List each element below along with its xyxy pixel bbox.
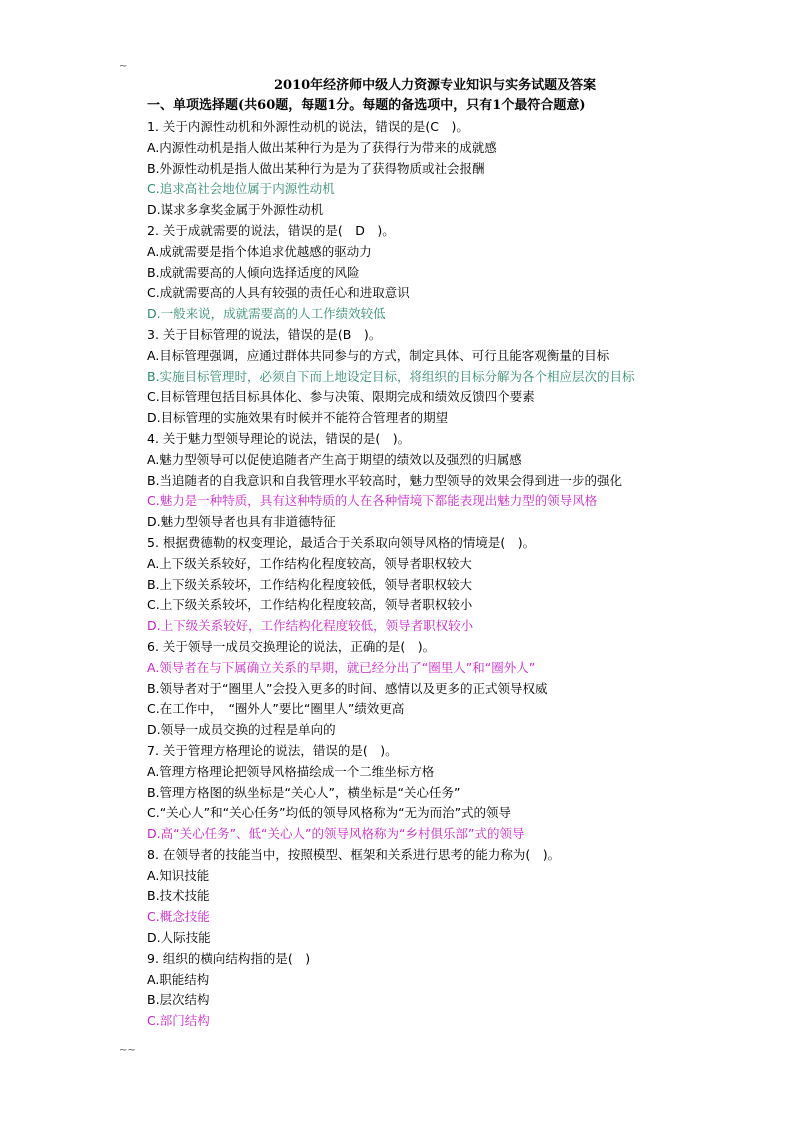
answer-option: A.管理方格理论把领导风格描绘成一个二维坐标方格	[147, 763, 435, 779]
answer-option: B.成就需要高的人倾向选择适度的风险	[147, 264, 360, 280]
question-stem: 1. 关于内源性动机和外源性动机的说法，错误的是(C )。	[147, 119, 469, 134]
document-title: 2010年经济师中级人力资源专业知识与实务试题及答案	[274, 78, 597, 93]
question-list	[147, 117, 747, 1032]
question-stem: 2. 关于成就需要的说法，错误的是( D )。	[147, 222, 395, 238]
section-heading: 一、单项选择题(共60题，每题1分。每题的备选项中，只有1个最符合题意)	[147, 98, 586, 113]
answer-option: A.上下级关系较好，工作结构化程度较高，领导者职权较大	[147, 555, 472, 571]
answer-option: A.职能结构	[147, 971, 210, 987]
answer-option: D.人际技能	[147, 930, 211, 946]
answer-option: C.成就需要高的人具有较强的责任心和进取意识	[147, 285, 410, 301]
answer-option: C.“关心人”和“关心任务”均低的领导风格称为“无为而治”式的领导	[147, 805, 512, 821]
answer-option: B.实施目标管理时，必须自下而上地设定目标，将组织的目标分解为各个相应层次的目标	[147, 368, 635, 384]
question-stem: 8. 在领导者的技能当中，按照模型、框架和关系进行思考的能力称为( )。	[147, 846, 561, 862]
answer-option: A.内源性动机是指人做出某种行为是为了获得行为带来的成就感	[147, 139, 497, 155]
top-mark: ~	[119, 61, 128, 72]
answer-option: C.在工作中， “圈外人”要比“圈里人”绩效更高	[147, 701, 405, 717]
answer-option: C.魅力是一种特质，具有这种特质的人在各种情境下都能表现出魅力型的领导风格	[147, 493, 598, 509]
answer-option: B.层次结构	[147, 992, 210, 1008]
answer-option: D.谋求多拿奖金属于外源性动机	[147, 202, 324, 218]
answer-option: B.技术技能	[147, 888, 210, 904]
question-stem: 4. 关于魅力型领导理论的说法，错误的是( )。	[147, 430, 411, 446]
answer-option: D.领导一成员交换的过程是单向的	[147, 722, 336, 738]
answer-option: B.当追随者的自我意识和自我管理水平较高时，魅力型领导的效果会得到进一步的强化	[147, 472, 623, 488]
answer-option: C.概念技能	[147, 909, 210, 925]
answer-option: A.目标管理强调，应通过群体共同参与的方式，制定具体、可行且能客观衡量的目标	[147, 347, 610, 363]
answer-option: B.领导者对于“圈里人”会投入更多的时间、感情以及更多的正式领导权威	[147, 680, 548, 696]
question-stem: 9. 组织的横向结构指的是( )	[147, 950, 311, 966]
answer-option: D.上下级关系较好，工作结构化程度较低，领导者职权较小	[147, 618, 474, 634]
answer-option: B.上下级关系较坏，工作结构化程度较低，领导者职权较大	[147, 576, 473, 592]
answer-option: A.知识技能	[147, 867, 210, 883]
answer-option: D.魅力型领导者也具有非道德特征	[147, 514, 336, 530]
question-stem: 3. 关于目标管理的说法，错误的是(B )。	[147, 326, 382, 342]
question-stem: 5. 根据费德勒的权变理论，最适合于关系取向领导风格的情境是( )。	[147, 534, 536, 550]
question-stem: 6. 关于领导一成员交换理论的说法，正确的是( )。	[147, 638, 436, 654]
answer-option: B.外源性动机是指人做出某种行为是为了获得物质或社会报酬	[147, 160, 485, 176]
answer-option: C.部门结构	[147, 1013, 210, 1029]
answer-option: D.高“关心任务”、低“关心人”的领导风格称为“乡村俱乐部”式的领导	[147, 826, 525, 842]
answer-option: C.追求高社会地位属于内源性动机	[147, 181, 335, 197]
question-stem: 7. 关于管理方格理论的说法，错误的是( )。	[147, 742, 398, 758]
answer-option: A.领导者在与下属确立关系的早期，就已经分出了“圈里人”和“圈外人”	[147, 659, 536, 675]
answer-option: D.目标管理的实施效果有时候并不能符合管理者的期望	[147, 410, 449, 426]
answer-option: B.管理方格图的纵坐标是“关心人”，横坐标是“关心任务”	[147, 784, 461, 800]
answer-option: D.一般来说，成就需要高的人工作绩效较低	[147, 306, 386, 322]
answer-option: C.目标管理包括目标具体化、参与决策、限期完成和绩效反馈四个要素	[147, 389, 535, 405]
answer-option: A.成就需要是指个体追求优越感的驱动力	[147, 243, 372, 259]
answer-option: C.上下级关系较坏，工作结构化程度较高，领导者职权较小	[147, 597, 473, 613]
answer-option: A.魅力型领导可以促使追随者产生高于期望的绩效以及强烈的归属感	[147, 451, 522, 467]
bottom-mark: ~~	[119, 1045, 136, 1056]
